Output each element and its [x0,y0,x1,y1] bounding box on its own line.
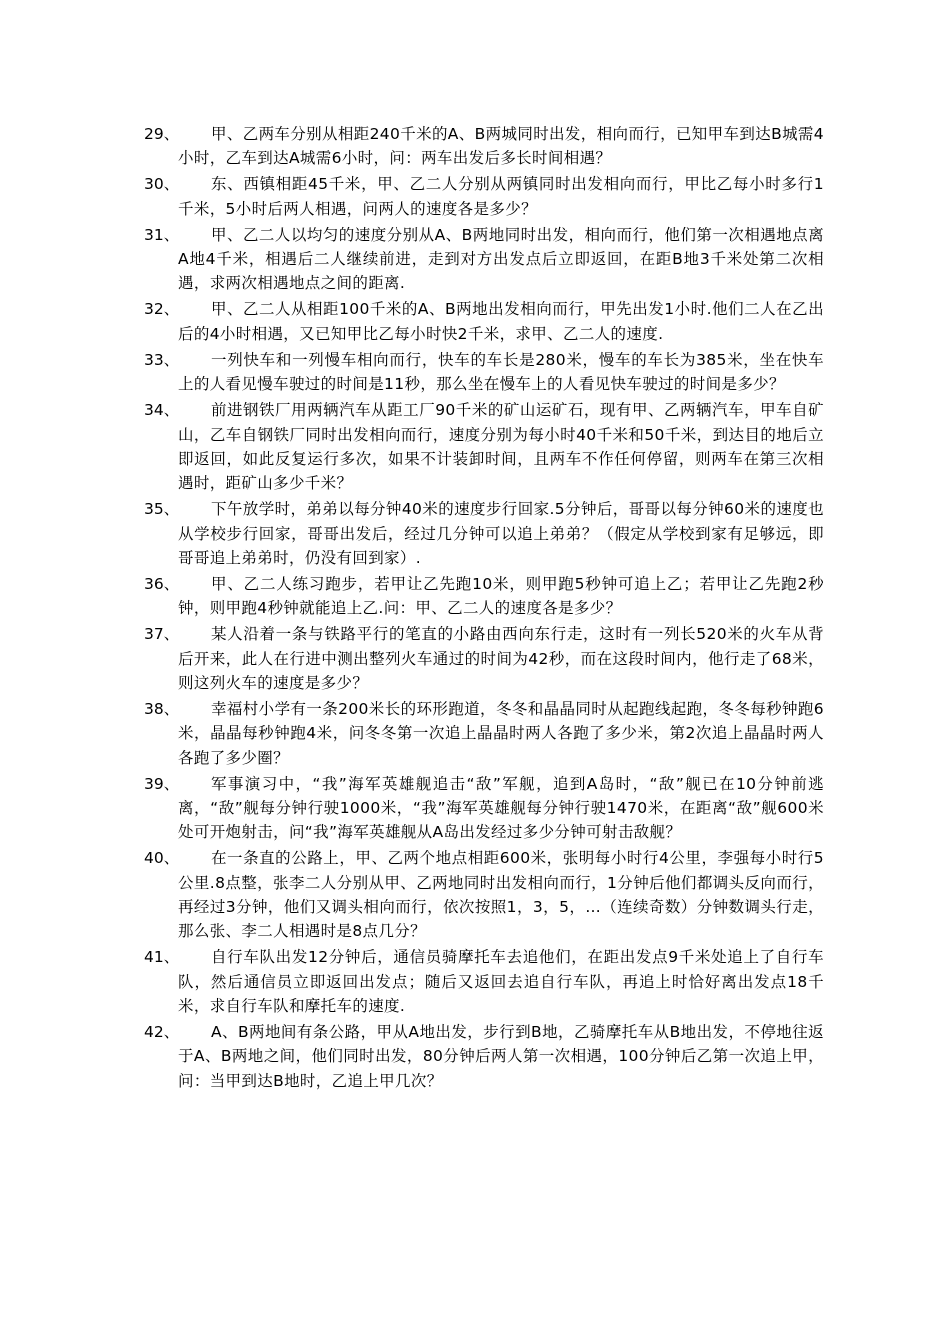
problem-29 [144,122,824,171]
problem-text: 甲、乙两车分别从相距240千米的A、B两城同时出发，相向而行，已知甲车到达B城需4小时，乙车到达A城需6小时，问：两车出发后多长时间相遇？ [178,125,824,168]
problem-30 [144,172,824,221]
problem-39 [144,772,824,845]
problem-text: 甲、乙二人练习跑步，若甲让乙先跑10米，则甲跑5秒钟可追上乙；若甲让乙先跑2秒钟，则甲跑4秒钟就能追上乙.问：甲、乙二人的速度各是多少？ [178,574,824,618]
problem-35 [144,497,824,570]
problem-number: 33、 [144,350,180,369]
problem-text: 幸福村小学有一条200米长的环形跑道，冬冬和晶晶同时从起跑线起跑，冬冬每秒钟跑6米，晶晶每秒钟跑4米，问冬冬第一次追上晶晶时两人各跑了多少米，第2次追上晶晶时两人各跑了多少圈？ [178,700,824,767]
problem-number: 32、 [144,300,180,319]
problem-number: 37、 [144,625,180,644]
problem-37 [144,622,824,695]
problem-42 [144,1020,824,1093]
problem-number: 35、 [144,500,180,519]
problem-text: 某人沿着一条与铁路平行的笔直的小路由西向东行走，这时有一列长520米的火车从背后开来，此人在行进中测出整列火车通过的时间为42秒，而在这段时间内，他行走了68米，则这列火车的速度是多少？ [178,625,824,692]
problem-text: 在一条直的公路上，甲、乙两个地点相距600米，张明每小时行4公里，李强每小时行5公里.8点整，张李二人分别从甲、乙两地同时出发相向而行，1分钟后他们都调头反向而行，再经过3分钟，他们又调头相向而行，依次按照1，3，5，…（连续奇数）分钟数调头行走，那么张、李二人相遇时是8点几分？ [178,849,824,941]
problem-41 [144,945,824,1018]
problem-number: 40、 [144,849,180,868]
problem-number: 42、 [144,1023,180,1042]
problem-40 [144,846,824,943]
problem-number: 31、 [144,225,180,244]
problem-31 [144,223,824,296]
problem-text: 自行车队出发12分钟后，通信员骑摩托车去追他们，在距出发点9千米处追上了自行车队，然后通信员立即返回出发点；随后又返回去追自行车队，再追上时恰好离出发点18千米，求自行车队和摩托车的速度. [178,948,824,1015]
problem-text: 军事演习中，“我”海军英雄舰追击“敌”军舰，追到A岛时，“敌”舰已在10分钟前逃离，“敌”舰每分钟行驶1000米，“我”海军英雄舰每分钟行驶1470米，在距离“敌”舰600米处可开炮射击，问“我”海军英雄舰从A岛出发经过多少分钟可射击敌舰？ [178,774,824,842]
problem-34 [144,398,824,495]
problem-text: 一列快车和一列慢车相向而行，快车的车长是280米，慢车的车长为385米，坐在快车上的人看见慢车驶过的时间是11秒，那么坐在慢车上的人看见快车驶过的时间是多少？ [178,350,824,394]
problem-number: 41、 [144,948,180,967]
problem-number: 39、 [144,774,180,793]
problem-number: 38、 [144,700,180,718]
problem-number: 30、 [144,175,180,194]
problem-36 [144,572,824,621]
problem-text: A、B两地间有条公路，甲从A地出发，步行到B地，乙骑摩托车从B地出发，不停地往返于A、B两地之间，他们同时出发，80分钟后两人第一次相遇，100分钟后乙第一次追上甲，问：当甲到达B地时，乙追上甲几次？ [178,1023,824,1090]
problem-text: 前进钢铁厂用两辆汽车从距工厂90千米的矿山运矿石，现有甲、乙两辆汽车，甲车自矿山，乙车自钢铁厂同时出发相向而行，速度分别为每小时40千米和50千米，到达目的地后立即返回，如此反复运行多次，如果不计装卸时间，且两车不作任何停留，则两车在第三次相遇时，距矿山多少千米？ [178,401,824,493]
problem-32 [144,297,824,346]
problem-list [144,122,824,1095]
problem-38 [144,697,824,770]
problem-text: 下午放学时，弟弟以每分钟40米的速度步行回家.5分钟后，哥哥以每分钟60米的速度也从学校步行回家，哥哥出发后，经过几分钟可以追上弟弟？（假定从学校到家有足够远，即哥哥追上弟弟时，仍没有回到家）. [178,500,824,567]
problem-33 [144,348,824,397]
problem-number: 36、 [144,574,180,593]
problem-number: 34、 [144,401,180,420]
problem-text: 甲、乙二人以均匀的速度分别从A、B两地同时出发，相向而行，他们第一次相遇地点离A地4千米，相遇后二人继续前进，走到对方出发点后立即返回，在距B地3千米处第二次相遇，求两次相遇地点之间的距离. [178,225,824,293]
problem-text: 甲、乙二人从相距100千米的A、B两地出发相向而行，甲先出发1小时.他们二人在乙出后的4小时相遇，又已知甲比乙每小时快2千米，求甲、乙二人的速度. [178,300,824,343]
problem-number: 29、 [144,125,180,143]
problem-text: 东、西镇相距45千米，甲、乙二人分别从两镇同时出发相向而行，甲比乙每小时多行1千米，5小时后两人相遇，问两人的速度各是多少？ [178,175,824,218]
